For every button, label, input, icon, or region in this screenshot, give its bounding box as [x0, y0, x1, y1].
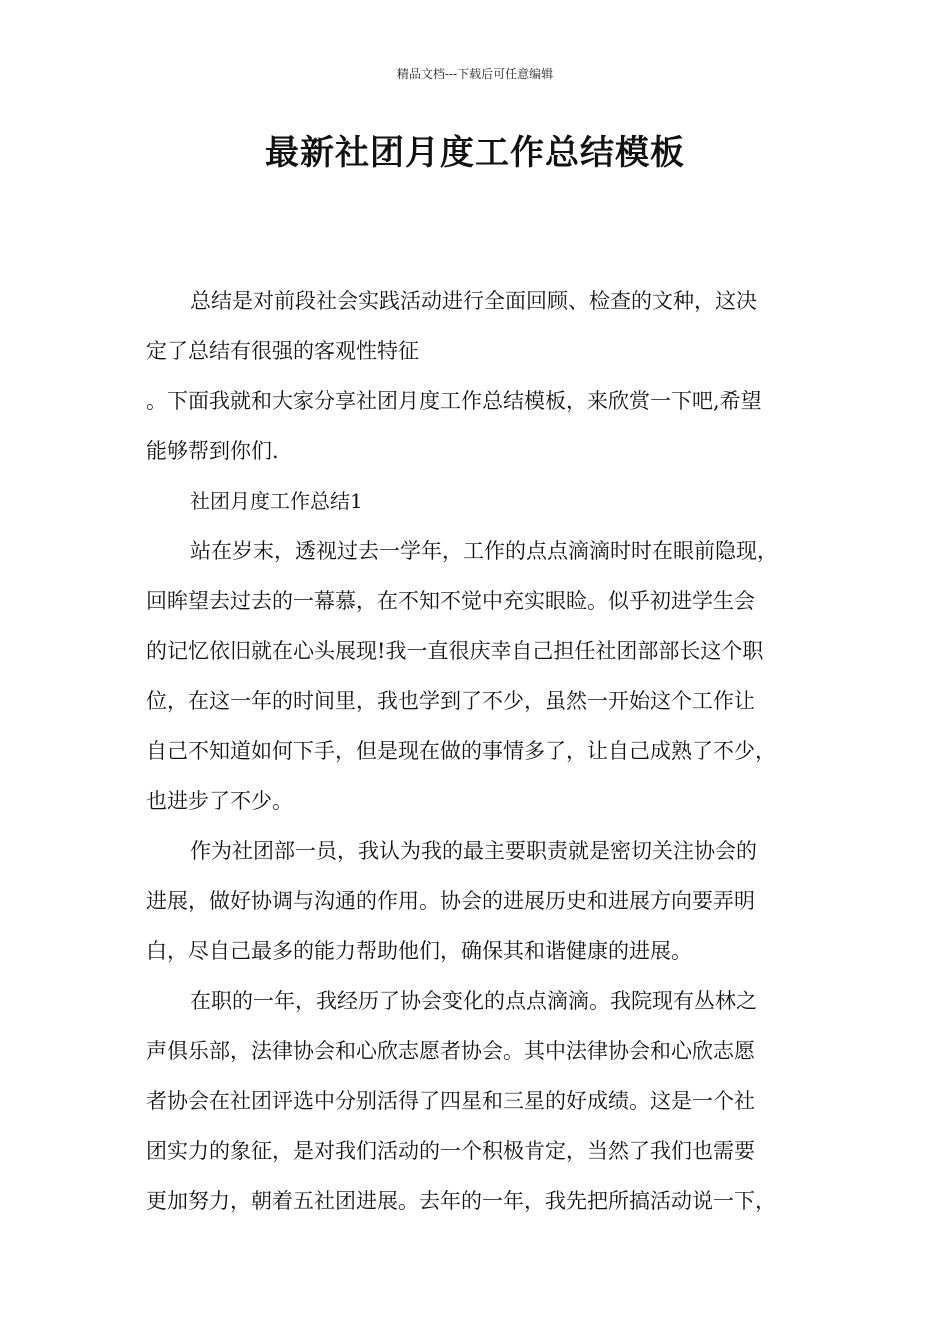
- paragraph-line: 在职的一年，我经历了协会变化的点点滴滴。我院现有丛林之: [190, 989, 757, 1013]
- body-paragraph-2: [146, 826, 810, 976]
- intro-line: 能够帮到你们.: [146, 439, 279, 463]
- paragraph-line: 者协会在社团评选中分别活得了四星和三星的好成绩。这是一个社: [146, 1089, 755, 1113]
- paragraph-line: 自己不知道如何下手，但是现在做的事情多了，让自己成熟了不少，: [146, 739, 776, 763]
- document-title: 最新社团月度工作总结模板: [265, 133, 685, 173]
- body-paragraph-3: [146, 976, 810, 1226]
- intro-line: 总结是对前段社会实践活动进行全面回顾、检查的文种，这决: [190, 289, 757, 313]
- paragraph-line: 位，在这一年的时间里，我也学到了不少，虽然一开始这个工作让: [146, 689, 755, 713]
- section-heading: 社团月度工作总结1: [190, 489, 363, 513]
- paragraph-line: 回眸望去过去的一幕慕，在不知不觉中充实眼睑。似乎初进学生会: [146, 589, 755, 613]
- running-header: 精品文档---下载后可任意编辑: [396, 67, 554, 81]
- body-paragraph-1: [146, 526, 810, 826]
- intro-paragraph: [146, 276, 810, 326]
- paragraph-line: 的记忆依旧就在心头展现!我一直很庆幸自己担任社团部部长这个职: [146, 639, 764, 663]
- paragraph-line: 站在岁末，透视过去一学年，工作的点点滴滴时时在眼前隐现，: [190, 539, 778, 563]
- paragraph-line: 也进步了不少。: [146, 789, 293, 813]
- paragraph-line: 更加努力，朝着五社团进展。去年的一年，我先把所搞活动说一下，: [146, 1189, 776, 1213]
- intro-paragraph-continued: [146, 326, 810, 476]
- intro-line: 。下面我就和大家分享社团月度工作总结模板，来欣赏一下吧,希望: [146, 389, 762, 413]
- intro-line: 定了总结有很强的客观性特征: [146, 339, 419, 363]
- paragraph-line: 团实力的象征，是对我们活动的一个积极肯定，当然了我们也需要: [146, 1139, 755, 1163]
- document-body: [146, 276, 810, 1226]
- paragraph-line: 作为社团部一员，我认为我的最主要职责就是密切关注协会的: [190, 839, 757, 863]
- paragraph-line: 进展，做好协调与沟通的作用。协会的进展历史和进展方向要弄明: [146, 889, 755, 913]
- paragraph-line: 声俱乐部，法律协会和心欣志愿者协会。其中法律协会和心欣志愿: [146, 1039, 755, 1063]
- paragraph-line: 白，尽自己最多的能力帮助他们，确保其和谐健康的进展。: [146, 939, 692, 963]
